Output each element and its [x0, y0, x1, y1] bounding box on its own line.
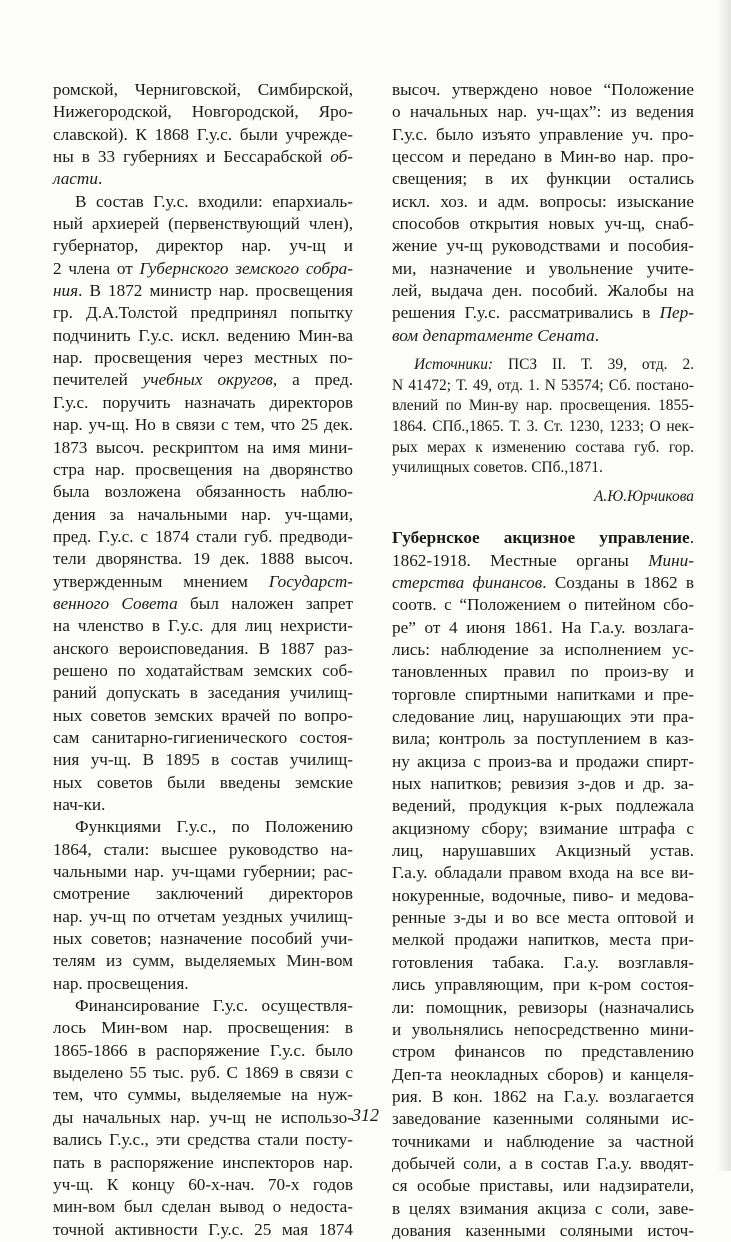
text-line: пать в распоряжение инспекторов нар. [53, 1152, 353, 1172]
text-line: рых мерах к изменению состава губ. гор. [392, 438, 694, 456]
paragraph-functions [53, 816, 353, 995]
text-line: Г.у.с. поручить назначать директоров [53, 392, 353, 412]
text-line: мин-вом был сделан вывод о недоста- [53, 1197, 353, 1217]
text-line: лись: наблюдение за исполнением ус- [392, 640, 694, 659]
text-line: ния уч-щ. В 1895 в состав училищ- [53, 750, 353, 770]
text-line: Г.а.у. обладали правом входа на все ви- [392, 863, 694, 883]
sources-block [392, 355, 694, 507]
text-line: ния. В 1872 министр нар. просвещения [53, 281, 353, 301]
sources-label: Источники: [414, 356, 494, 374]
text-line: следование лиц, нарушающих эти пра- [392, 707, 694, 727]
italic-term: Мини- [648, 550, 694, 570]
text-line: венного Совета был наложен запрет [53, 593, 353, 613]
text-line: решено по ходатайствам земских соб- [53, 660, 353, 680]
italic-term: учебных округов [142, 370, 273, 390]
text-line: искл. хоз. и адм. вопросы: изыскание [392, 191, 694, 211]
text-line: ных советов были введены земские [53, 772, 353, 792]
text-line: в целях взимания акциза с соли, заве- [392, 1198, 694, 1218]
text-line: раний допускать в заседания училищ- [53, 683, 353, 703]
text-line: жение уч-щ руководствами и пособия- [392, 236, 694, 256]
spacer [392, 479, 694, 487]
text-line: нар. уч-щ по отчетам уездных училищ- [53, 906, 353, 926]
text-line: Нижегородской, Новгородской, Яро- [53, 102, 353, 122]
text-line: 1865-1866 в распоряжение Г.у.с. было [53, 1040, 353, 1060]
text-line: ведений, продукция к-рых подлежала [392, 796, 694, 816]
text-line: торговле спиртными напитками и пре- [392, 684, 694, 704]
sources-text: ПСЗ II. Т. 39, отд. 2. [508, 356, 694, 374]
text-line: решения Г.у.с. рассматривались в Пер- [392, 303, 694, 323]
author-name: А.Ю.Юрчикова [594, 487, 694, 505]
page-edge-shadow [717, 0, 731, 1171]
text-line: тановленных правил по произ-ву и [392, 662, 694, 682]
text-line: добычей соли, а в состав Г.а.у. вводят- [392, 1153, 694, 1173]
text-line: точниками и наблюдение за частной [392, 1131, 694, 1151]
text-line: ных советов; назначение пособий учи- [53, 929, 353, 949]
text-line: ласти. [53, 169, 103, 189]
text-line: лось Мин-вом нар. просвещения: в [53, 1018, 353, 1038]
text-line: и увольнялись непосредственно мини- [392, 1019, 694, 1039]
text-line: ды начальных нар. уч-щ не использо- [53, 1107, 353, 1127]
article-heading: Губернское акцизное управление [392, 528, 690, 548]
text-line: училищных советов. СПб.,1871. [392, 459, 603, 477]
text-line: уч-щ. К концу 60-х-нач. 70-х годов [53, 1174, 353, 1194]
text-line: высоч. утверждено новое “Положение [392, 80, 694, 99]
text-line: славской). К 1868 Г.у.с. были учрежде- [53, 124, 353, 144]
author-signature [392, 487, 694, 508]
text-line: сам санитарно-гигиенического состоя- [53, 727, 353, 747]
text-line: губернатор, директор нар. уч-щ и [53, 236, 353, 256]
text-line: ных напитков; ревизия з-дов и др. за- [392, 774, 694, 794]
text-line: ромской, Черниговской, Симбирской, [53, 80, 353, 99]
text-line: гр. Д.А.Толстой предпринял попытку [53, 303, 353, 323]
text-line: точной активности Г.у.с. 25 мая 1874 [53, 1219, 353, 1239]
text-line: телям из сумм, выделяемых Мин-вом [53, 951, 353, 971]
text-line: 1864. СПб.,1865. Т. 3. Ст. 1230, 1233; О нек- [392, 417, 694, 435]
text-line: Финансирование Г.у.с. осуществля- [75, 996, 353, 1016]
text-line [392, 355, 694, 376]
text-line: печителей учебных округов, а пред. [53, 370, 353, 390]
text-line: вались Г.у.с., эти средства стали посту- [53, 1130, 353, 1150]
text-line: ну акциза с произ-ва и продажи спирт- [392, 751, 694, 771]
text-line: на членство в Г.у.с. для лиц нехристи- [53, 616, 353, 636]
text-line: ренные з-ды и во все места оптовой и [392, 908, 694, 928]
text-line: нар. просвещения через местных по- [53, 348, 353, 368]
text-line: стра нар. просвещения на дворянство [53, 459, 353, 479]
text-line: чальными нар. уч-щами губернии; рас- [53, 862, 353, 882]
text-line: лиц, нарушавших Акцизный устав. [392, 841, 694, 861]
italic-term: вом департаменте Сената [392, 325, 595, 345]
text-line: ся особые приставы, или надзиратели, [392, 1176, 694, 1196]
text-line: акцизному сбору; взимание штрафа с [392, 818, 694, 838]
text-line: дения за начальными нар. уч-щами, [53, 504, 353, 524]
text-line: нач-ки. [53, 795, 106, 814]
text-line: вила; контроль за поступлением в каз- [392, 729, 694, 749]
text-line: 1862-1918. Местные органы Мини- [392, 550, 694, 570]
text-line: стром финансов по представлению [392, 1042, 694, 1062]
text-line: нар. уч-щ. Но в связи с тем, что 25 дек. [53, 415, 353, 435]
text-line: свещения; в их функции остались [392, 169, 694, 189]
text-line: цессом и передано в Мин-во нар. про- [392, 147, 694, 167]
text-line: вом департаменте Сената. [392, 325, 600, 345]
text-line: лись управляющим, при к-ром состоя- [392, 975, 694, 995]
italic-term: Государст- [268, 571, 353, 591]
text-line: тели дворянства. 19 дек. 1888 высоч. [53, 549, 353, 569]
text-line: о начальных нар. уч-щах”: из ведения [392, 102, 694, 122]
text-line: способов открытия новых уч-щ, снаб- [392, 214, 694, 234]
spacer [392, 347, 694, 355]
article-excise-administration [392, 527, 694, 1242]
italic-term: ния [53, 281, 79, 301]
text-line: утвержденным мнением Государст- [53, 571, 353, 591]
text-line: нар. просвещения. [53, 973, 189, 993]
italic-term: Пер- [659, 303, 694, 323]
text-line: ных советов земских врачей по вопро- [53, 705, 353, 725]
text-line: соотв. с “Положением о питейном сбо- [392, 595, 694, 615]
text-line: пред. Г.у.с. с 1874 стали губ. предводи- [53, 526, 353, 546]
paragraph-continuation [392, 79, 694, 347]
text-line: N 41472; Т. 49, отд. 1. N 53574; Сб. постано- [392, 376, 694, 394]
paragraph-composition [53, 191, 353, 817]
text-line: мелкой продажи напитков, места при- [392, 930, 694, 950]
text-line: анского вероисповедания. В 1887 раз- [53, 638, 353, 658]
left-column [53, 79, 353, 1241]
text-line: подчинить Г.у.с. искл. ведению Мин-ва [53, 325, 353, 345]
text-line: лей, выдача ден. пособий. Жалобы на [392, 281, 694, 301]
text-line: дования казенными соляными источ- [392, 1220, 694, 1240]
paragraph-continuation [53, 79, 353, 191]
spacer [392, 507, 694, 527]
text-line: готовления табака. Г.а.у. возглавля- [392, 952, 694, 972]
text-line: смотрение заключений директоров [53, 884, 353, 904]
text-line: влений по Мин-ву нар. просвещения. 1855- [392, 397, 694, 415]
text-line: Г.у.с. было изъято управление уч. про- [392, 124, 694, 144]
text-line: ны в 33 губерниях и Бессарабской об- [53, 147, 353, 167]
text-line: заведование казенными соляными ис- [392, 1109, 694, 1129]
text-line: 1864, стали: высшее руководство на- [53, 839, 353, 859]
italic-term: об- [330, 147, 353, 167]
page-number: 312 [352, 1105, 379, 1125]
text-line: выделено 55 тыс. руб. С 1869 в связи с [53, 1063, 353, 1083]
text-line: 2 члена от Губернского земского собра- [53, 258, 353, 278]
text-line: В состав Г.у.с. входили: епархиаль- [75, 191, 353, 211]
italic-term: ласти [53, 169, 98, 189]
text-line: ли: помощник, ревизоры (назначались [392, 997, 694, 1017]
text-line: рия. В кон. 1862 на Г.а.у. возлагается [392, 1086, 694, 1106]
text-line: Деп-та неокладных сборов) и канцеля- [392, 1064, 694, 1084]
text-line: 1873 высоч. рескриптом на имя мини- [53, 437, 353, 457]
italic-term: Губернского земского собра- [139, 258, 353, 278]
text-line: была возложена обязанность наблю- [53, 482, 353, 502]
italic-term: венного Совета [53, 593, 178, 613]
text-line: ре” от 4 июня 1861. На Г.а.у. возлага- [392, 617, 694, 637]
text-line: тем, что суммы, выделяемые на нуж- [53, 1085, 353, 1105]
text-line: Губернское акцизное управление. [392, 528, 694, 548]
italic-term: стерства финансов [392, 572, 543, 592]
right-column [392, 79, 694, 1242]
text-line: ми, назначение и увольнение учите- [392, 258, 694, 278]
text-line: Функциями Г.у.с., по Положению [75, 817, 353, 837]
text-line: нокуренные, водочные, пиво- и медова- [392, 885, 694, 905]
text-line: стерства финансов. Созданы в 1862 в [392, 572, 694, 592]
text-line: ный архиерей (первенствующий член), [53, 214, 353, 234]
